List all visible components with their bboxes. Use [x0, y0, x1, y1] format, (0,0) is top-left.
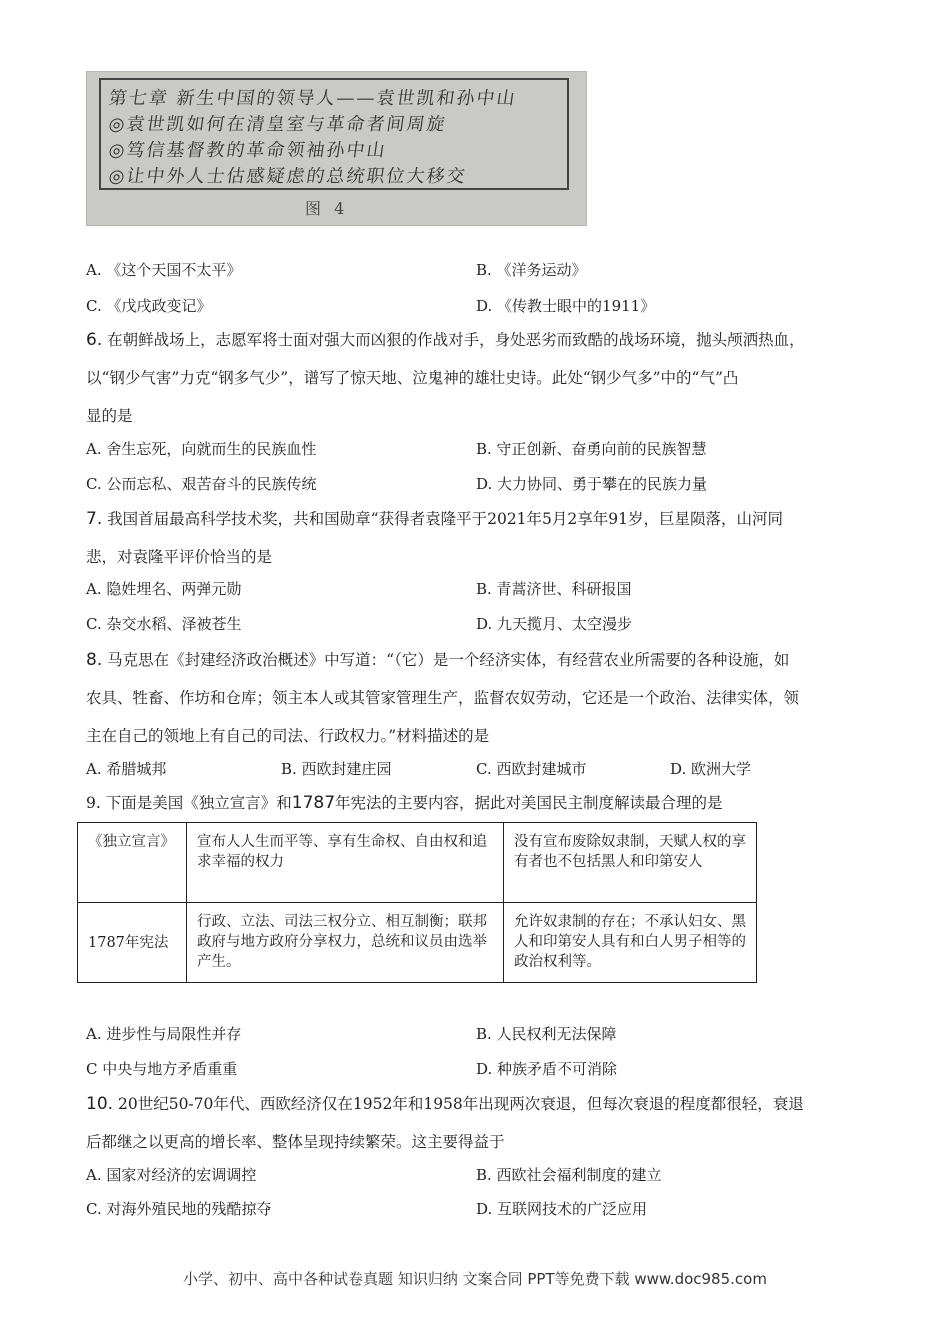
q8-option-b: B. 西欧封建庄园	[281, 760, 392, 778]
q8-stem-line-2: 农具、牲畜、作坊和仓库；领主本人或其管家管理生产，监督农奴劳动，它还是一个政治、法律实体，领	[86, 689, 800, 707]
q7-stem-line-1: 7. 我国首届最高科学技术奖，共和国勋章“获得者袁隆平于2021年5月2享年91岁，巨星陨落，山河同	[86, 509, 783, 529]
q9-option-d: D. 种族矛盾不可消除	[476, 1060, 618, 1078]
q9-stem: 9. 下面是美国《独立宣言》和1787年宪法的主要内容，据此对美国民主制度解读最合理的是	[86, 793, 723, 813]
figure-caption: 图 4	[305, 199, 349, 218]
table-cell: 没有宣布废除奴隶制，天赋人权的享有者也不包括黑人和印第安人	[504, 823, 757, 903]
q8-stem-line-3: 主在自己的领地上有自己的司法、行政权力。”材料描述的是	[86, 727, 490, 745]
q10-option-c: C. 对海外殖民地的残酷掠夺	[86, 1200, 272, 1218]
table-cell: 1787年宪法	[78, 903, 187, 983]
q9-number: 9.	[86, 794, 101, 812]
footer-promo: 小学、初中、高中各种试卷真题 知识归纳 文案合同 PPT等免费下载 www.doc985.com	[183, 1270, 767, 1288]
q6-option-b: B. 守正创新、奋勇向前的民族智慧	[476, 440, 707, 458]
q10-number: 10.	[86, 1094, 114, 1114]
q7-option-a: A. 隐姓埋名、两弹元勋	[86, 580, 242, 598]
q6-stem-line-1: 6. 在朝鲜战场上，志愿军将士面对强大而凶狠的作战对手，身处恶劣而致酷的战场环境，抛头颅洒热血，	[86, 330, 805, 350]
table-cell: 宣布人人生而平等、享有生命权、自由权和追求幸福的权力	[187, 823, 504, 903]
figure-line: 第七章 新生中国的领导人——袁世凯和孙中山	[107, 88, 518, 109]
q5-option-c: C. 《戊戌政变记》	[86, 297, 212, 315]
figure-photo	[86, 71, 587, 226]
q9-option-b: B. 人民权利无法保障	[476, 1025, 617, 1043]
q10-stem-line-2: 后都继之以更高的增长率、整体呈现持续繁荣。这主要得益于	[86, 1133, 505, 1151]
q10-stem-line-1: 10. 20世纪50-70年代、西欧经济仅在1952年和1958年出现两次衰退，但每次衰退的程度都很轻，衰退	[86, 1094, 804, 1114]
q10-option-b: B. 西欧社会福利制度的建立	[476, 1166, 662, 1184]
table-cell: 行政、立法、司法三权分立、相互制衡；联邦政府与地方政府分享权力，总统和议员由选举产生。	[187, 903, 504, 983]
q6-stem-line-2: 以“钢少气害”力克“钢多气少”，谱写了惊天地、泣鬼神的雄壮史诗。此处“钢少气多”中的“气”凸	[86, 369, 739, 387]
figure-line: ◎让中外人士估感疑虑的总统职位大移交	[107, 166, 468, 187]
q6-number: 6.	[86, 330, 103, 350]
table-cell: 允许奴隶制的存在；不承认妇女、黑人和印第安人具有和白人男子相等的政治权利等。	[504, 903, 757, 983]
q10-option-a: A. 国家对经济的宏调调控	[86, 1166, 257, 1184]
table-row	[78, 823, 757, 903]
q7-option-d: D. 九天揽月、太空漫步	[476, 615, 633, 633]
table-cell: 《独立宣言》	[78, 823, 187, 903]
q9-option-c: C 中央与地方矛盾重重	[86, 1060, 238, 1078]
q7-option-c: C. 杂交水稻、泽被苍生	[86, 615, 242, 633]
q7-stem-line-2: 悲，对袁隆平评价恰当的是	[86, 548, 273, 566]
q7-number: 7.	[86, 509, 103, 529]
q8-number: 8.	[86, 650, 103, 670]
q8-option-a: A. 希腊城邦	[86, 760, 167, 778]
q8-option-c: C. 西欧封建城市	[476, 760, 587, 778]
q8-option-d: D. 欧洲大学	[670, 760, 752, 778]
q6-stem-line-3: 显的是	[86, 407, 133, 425]
q5-option-a: A. 《这个天国不太平》	[86, 261, 242, 279]
figure-line: ◎袁世凯如何在清皇室与革命者间周旋	[107, 114, 448, 135]
q9-table	[77, 822, 757, 983]
q10-option-d: D. 互联网技术的广泛应用	[476, 1200, 648, 1218]
figure-line: ◎笃信基督教的革命领袖孙中山	[107, 140, 388, 161]
q6-option-d: D. 大力协同、勇于攀在的民族力量	[476, 475, 708, 493]
q6-option-c: C. 公而忘私、艰苦奋斗的民族传统	[86, 475, 317, 493]
figure-frame	[99, 78, 569, 190]
q9-option-a: A. 进步性与局限性并存	[86, 1025, 242, 1043]
q5-option-d: D. 《传教士眼中的1911》	[476, 297, 656, 315]
table-row	[78, 903, 757, 983]
q6-option-a: A. 舍生忘死，向就而生的民族血性	[86, 440, 317, 458]
q7-option-b: B. 青蒿济世、科研报国	[476, 580, 632, 598]
q5-option-b: B. 《洋务运动》	[476, 261, 587, 279]
q8-stem-line-1: 8. 马克思在《封建经济政治概述》中写道：“（它）是一个经济实体，有经营农业所需要的各种设施，如	[86, 650, 790, 670]
